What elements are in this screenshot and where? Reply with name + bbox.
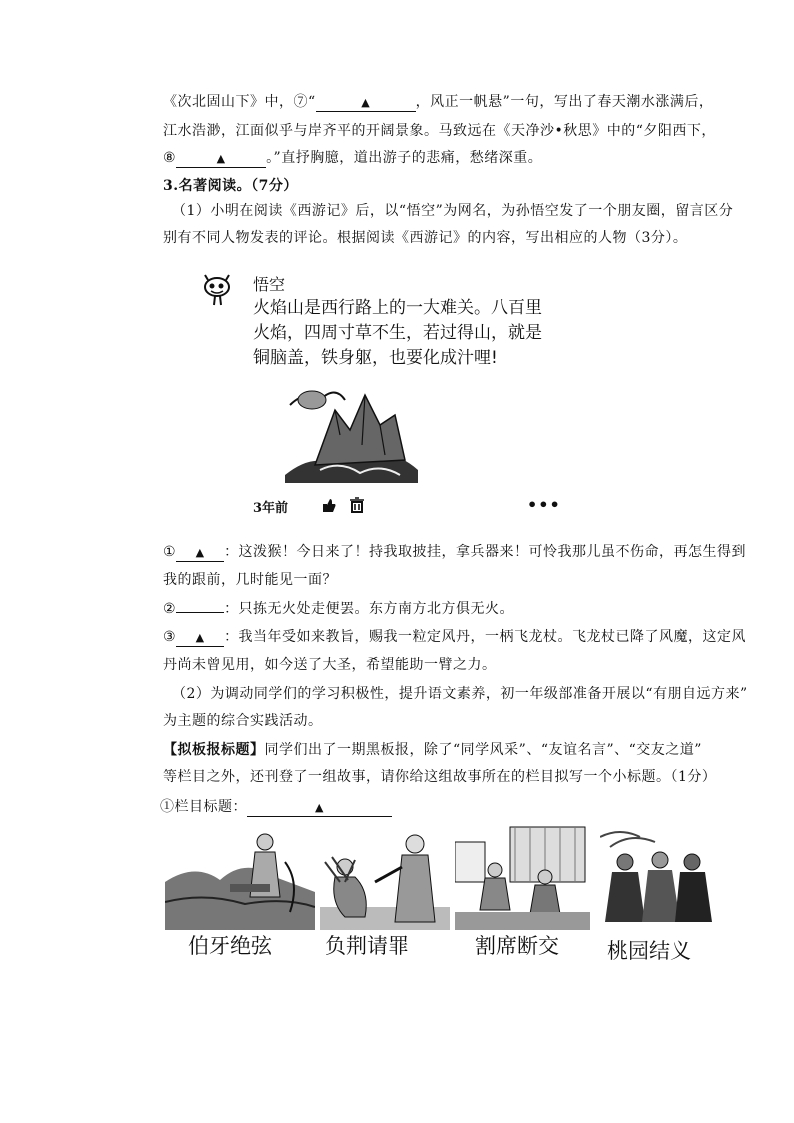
column-title-label: ①栏目标题： — [160, 799, 247, 815]
board-prompt-text: 等栏目之外，还刊登了一组故事，请你给这组故事所在的栏目拟写一个小标题。（1分） — [163, 769, 717, 785]
comment-number: ③ — [163, 629, 177, 645]
board-title-heading: 【拟板报标题】 — [163, 742, 265, 758]
story-image-boya — [165, 822, 315, 930]
comment-number: ① — [163, 544, 177, 560]
poem-line-3 — [163, 148, 542, 168]
comment-1 — [163, 542, 746, 562]
column-title-blank[interactable] — [247, 799, 392, 817]
poem-line-1 — [163, 92, 713, 112]
comment-2 — [163, 599, 514, 619]
comment-3 — [163, 627, 746, 647]
story-caption-4: 桃园结义 — [607, 939, 691, 963]
comment-text: 我的跟前，几时能见一面？ — [163, 572, 337, 588]
story-caption-3: 割席断交 — [475, 934, 559, 958]
story-caption-1: 伯牙绝弦 — [188, 934, 272, 958]
answer-blank-c2[interactable] — [176, 612, 224, 613]
question-2-text: （2）为调动同学们的学习积极性，提升语文素养，初一年级部准备开展以“有朋自远方来” — [172, 686, 748, 702]
blank-marker: ▲ — [216, 152, 226, 165]
comment-text: 丹尚未曾见用，如今送了大圣，希望能助一臂之力。 — [163, 657, 497, 673]
comment-text: ：我当年受如来教旨，赐我一粒定风丹，一柄飞龙杖。飞龙杖已降了风魔，这定风 — [224, 629, 747, 645]
poem-text: 《次北固山下》中，⑦“ — [163, 94, 316, 110]
post-text-line: 火焰山是西行路上的一大难关。八百里 — [253, 298, 542, 318]
poem-text: ，风正一帆悬”一句，写出了春天潮水涨满后， — [415, 94, 714, 110]
story-image-fujing — [320, 822, 450, 930]
blank-marker: ▲ — [315, 801, 324, 814]
story-image-gexi — [455, 822, 590, 930]
blank-marker: ▲ — [361, 96, 371, 109]
question-2-text: 为主题的综合实践活动。 — [163, 713, 323, 729]
post-text-line: 火焰，四周寸草不生，若过得山，就是 — [253, 323, 542, 343]
blank-marker: ▲ — [195, 631, 205, 644]
question-1-text: （1）小明在阅读《西游记》后，以“悟空”为网名，为孙悟空发了一个朋友圈，留言区分 — [172, 203, 734, 219]
flaming-mountain-image — [280, 375, 420, 485]
post-author-name: 悟空 — [253, 275, 286, 294]
answer-blank-c3[interactable] — [176, 629, 224, 647]
story-image-taoyuan — [600, 822, 715, 930]
blank-marker: ▲ — [195, 546, 205, 559]
comment-text: ：只拣无火处走便罢。东方南方北方俱无火。 — [224, 601, 515, 617]
poem-text: 。”直抒胸臆，道出游子的悲痛，愁绪深重。 — [266, 150, 543, 166]
story-caption-2: 负荆请罪 — [325, 934, 409, 958]
post-timestamp: 3年前 — [253, 501, 289, 516]
answer-blank-c1[interactable] — [176, 544, 224, 562]
comment-text: ：这泼猴！今日来了！持我取披挂，拿兵器来！可怜我那儿虽不伤命，再怎生得到 — [224, 544, 747, 560]
section-heading: 3.名著阅读。（7分） — [163, 178, 298, 194]
like-icon[interactable] — [323, 499, 336, 512]
post-action-icons — [320, 497, 366, 513]
answer-blank-7[interactable] — [316, 94, 416, 112]
board-title-prompt — [163, 740, 702, 760]
column-title-line — [160, 797, 392, 817]
more-options-icon[interactable]: ••• — [527, 495, 561, 514]
poem-line-2: 江水浩渺，江面似乎与岸齐平的开阔景象。马致远在《天净沙•秋思》中的“夕阳西下， — [163, 123, 716, 139]
answer-blank-8[interactable] — [176, 150, 266, 168]
poem-text: ⑧ — [163, 150, 177, 166]
delete-icon[interactable] — [350, 498, 364, 512]
board-prompt-text: 同学们出了一期黑板报，除了“同学风采”、“友谊名言”、“交友之道” — [264, 742, 702, 758]
comment-number: ② — [163, 601, 177, 617]
question-1-text: 别有不同人物发表的评论。根据阅读《西游记》的内容，写出相应的人物（3分）。 — [163, 230, 688, 246]
post-text-line: 铜脑盖，铁身躯，也要化成汁哩! — [253, 348, 498, 368]
monkey-avatar-icon — [200, 272, 234, 306]
